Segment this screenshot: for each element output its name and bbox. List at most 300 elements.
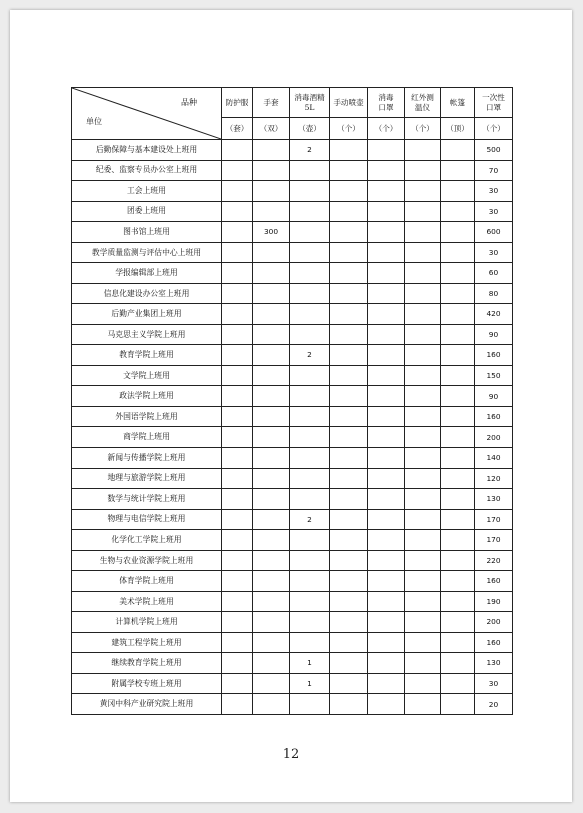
table-header <box>72 88 513 140</box>
table-row <box>72 489 513 510</box>
column-header <box>290 88 330 118</box>
diagonal-divider <box>72 88 221 139</box>
quantity-cell <box>405 550 441 571</box>
quantity-cell <box>441 365 475 386</box>
quantity-cell <box>253 140 290 161</box>
table-body <box>72 140 513 715</box>
quantity-cell <box>405 386 441 407</box>
quantity-cell <box>222 673 253 694</box>
quantity-cell <box>290 612 330 633</box>
quantity-cell <box>368 509 405 530</box>
quantity-cell: 200 <box>475 427 513 448</box>
quantity-cell <box>441 345 475 366</box>
quantity-cell <box>368 365 405 386</box>
unit-name-cell: 新闻与传播学院上班用 <box>72 447 222 468</box>
quantity-cell <box>405 140 441 161</box>
column-header <box>475 88 513 118</box>
quantity-cell <box>405 222 441 243</box>
quantity-cell <box>290 365 330 386</box>
column-header <box>330 88 368 118</box>
table-row <box>72 201 513 222</box>
quantity-cell <box>405 427 441 448</box>
quantity-cell <box>405 694 441 715</box>
unit-name-cell: 建筑工程学院上班用 <box>72 632 222 653</box>
column-unit: （壶） <box>290 118 330 140</box>
unit-name-cell: 纪委、监察专员办公室上班用 <box>72 160 222 181</box>
column-unit: （双） <box>253 118 290 140</box>
quantity-cell <box>253 509 290 530</box>
table-row <box>72 447 513 468</box>
quantity-cell <box>330 365 368 386</box>
unit-name-cell: 后勤产业集团上班用 <box>72 304 222 325</box>
quantity-cell <box>330 181 368 202</box>
table-row <box>72 324 513 345</box>
unit-name-cell: 物理与电信学院上班用 <box>72 509 222 530</box>
unit-name-cell: 美术学院上班用 <box>72 591 222 612</box>
quantity-cell <box>290 571 330 592</box>
quantity-cell: 500 <box>475 140 513 161</box>
quantity-cell <box>368 489 405 510</box>
quantity-cell <box>290 181 330 202</box>
quantity-cell: 80 <box>475 283 513 304</box>
quantity-cell <box>290 489 330 510</box>
column-header-label: 消毒 <box>378 93 394 103</box>
quantity-cell <box>222 406 253 427</box>
quantity-cell <box>441 632 475 653</box>
column-header <box>253 88 290 118</box>
quantity-cell <box>253 653 290 674</box>
quantity-cell <box>330 468 368 489</box>
quantity-cell <box>405 160 441 181</box>
table-row <box>72 632 513 653</box>
quantity-cell <box>290 324 330 345</box>
quantity-cell <box>405 571 441 592</box>
quantity-cell <box>290 591 330 612</box>
quantity-cell <box>253 283 290 304</box>
column-header-label: 5L <box>304 102 315 112</box>
quantity-cell <box>253 571 290 592</box>
quantity-cell: 170 <box>475 509 513 530</box>
quantity-cell <box>330 571 368 592</box>
quantity-cell <box>222 365 253 386</box>
table-row <box>72 386 513 407</box>
quantity-cell <box>330 283 368 304</box>
quantity-cell: 190 <box>475 591 513 612</box>
quantity-cell <box>441 550 475 571</box>
quantity-cell <box>368 550 405 571</box>
table-row <box>72 263 513 284</box>
column-header <box>441 88 475 118</box>
quantity-cell <box>253 468 290 489</box>
column-header-label: 手套 <box>263 97 279 107</box>
table-row <box>72 181 513 202</box>
column-header-label: 口罩 <box>485 102 502 112</box>
table-row <box>72 591 513 612</box>
quantity-cell <box>222 591 253 612</box>
quantity-cell <box>368 653 405 674</box>
quantity-cell <box>253 632 290 653</box>
quantity-cell: 140 <box>475 447 513 468</box>
quantity-cell <box>222 263 253 284</box>
quantity-cell: 20 <box>475 694 513 715</box>
quantity-cell <box>330 160 368 181</box>
quantity-cell: 70 <box>475 160 513 181</box>
quantity-cell <box>330 427 368 448</box>
column-unit: （个） <box>475 118 513 140</box>
quantity-cell: 600 <box>475 222 513 243</box>
quantity-cell <box>368 406 405 427</box>
unit-name-cell: 计算机学院上班用 <box>72 612 222 633</box>
quantity-cell <box>330 489 368 510</box>
quantity-cell <box>405 283 441 304</box>
quantity-cell <box>253 489 290 510</box>
quantity-cell <box>368 530 405 551</box>
column-header <box>222 88 253 118</box>
quantity-cell <box>253 201 290 222</box>
quantity-cell <box>290 468 330 489</box>
table-row <box>72 468 513 489</box>
quantity-cell <box>441 489 475 510</box>
quantity-cell <box>441 160 475 181</box>
quantity-cell <box>253 324 290 345</box>
quantity-cell <box>330 386 368 407</box>
quantity-cell <box>222 386 253 407</box>
quantity-cell <box>330 653 368 674</box>
quantity-cell: 120 <box>475 468 513 489</box>
quantity-cell <box>253 181 290 202</box>
unit-name-cell: 团委上班用 <box>72 201 222 222</box>
quantity-cell <box>441 509 475 530</box>
quantity-cell <box>368 612 405 633</box>
column-header <box>405 88 441 118</box>
quantity-cell <box>222 468 253 489</box>
unit-name-cell: 商学院上班用 <box>72 427 222 448</box>
quantity-cell <box>290 632 330 653</box>
corner-label-item: 品种 <box>181 98 197 107</box>
quantity-cell <box>441 673 475 694</box>
column-unit: （顶） <box>441 118 475 140</box>
quantity-cell: 2 <box>290 345 330 366</box>
quantity-cell <box>222 632 253 653</box>
quantity-cell <box>330 201 368 222</box>
quantity-cell <box>222 612 253 633</box>
quantity-cell <box>330 140 368 161</box>
quantity-cell: 30 <box>475 181 513 202</box>
quantity-cell <box>441 263 475 284</box>
quantity-cell <box>330 324 368 345</box>
quantity-cell <box>330 591 368 612</box>
quantity-cell <box>368 427 405 448</box>
quantity-cell <box>253 447 290 468</box>
column-header-label: 红外测 <box>411 93 434 103</box>
quantity-cell <box>253 673 290 694</box>
quantity-cell: 130 <box>475 653 513 674</box>
quantity-cell <box>441 612 475 633</box>
table-row <box>72 283 513 304</box>
unit-name-cell: 体育学院上班用 <box>72 571 222 592</box>
quantity-cell <box>441 694 475 715</box>
quantity-cell <box>253 304 290 325</box>
quantity-cell <box>330 447 368 468</box>
quantity-cell <box>290 447 330 468</box>
quantity-cell <box>222 653 253 674</box>
unit-name-cell: 教学质量监测与评估中心上班用 <box>72 242 222 263</box>
quantity-cell <box>368 263 405 284</box>
unit-name-cell: 生物与农业资源学院上班用 <box>72 550 222 571</box>
unit-name-cell: 信息化建设办公室上班用 <box>72 283 222 304</box>
unit-name-cell: 图书馆上班用 <box>72 222 222 243</box>
table-row <box>72 304 513 325</box>
quantity-cell <box>368 345 405 366</box>
column-unit: （个） <box>368 118 405 140</box>
quantity-cell <box>441 468 475 489</box>
column-header-label: 温仪 <box>414 102 431 112</box>
column-header-label: 防护服 <box>225 97 249 107</box>
unit-name-cell: 文学院上班用 <box>72 365 222 386</box>
quantity-cell <box>368 632 405 653</box>
quantity-cell <box>405 201 441 222</box>
quantity-cell <box>405 530 441 551</box>
quantity-cell <box>222 283 253 304</box>
quantity-cell <box>441 427 475 448</box>
quantity-cell <box>368 242 405 263</box>
quantity-cell <box>368 181 405 202</box>
quantity-cell <box>253 591 290 612</box>
quantity-cell <box>330 632 368 653</box>
quantity-cell <box>222 489 253 510</box>
unit-name-cell: 学报编辑部上班用 <box>72 263 222 284</box>
quantity-cell: 130 <box>475 489 513 510</box>
quantity-cell <box>290 201 330 222</box>
quantity-cell <box>290 222 330 243</box>
quantity-cell <box>222 427 253 448</box>
column-header-label: 消毒酒精 <box>294 93 325 103</box>
quantity-cell <box>368 468 405 489</box>
table-row <box>72 550 513 571</box>
quantity-cell: 420 <box>475 304 513 325</box>
unit-name-cell: 工会上班用 <box>72 181 222 202</box>
quantity-cell <box>290 386 330 407</box>
quantity-cell: 160 <box>475 571 513 592</box>
quantity-cell <box>222 140 253 161</box>
quantity-cell <box>405 509 441 530</box>
quantity-cell <box>222 242 253 263</box>
quantity-cell <box>368 201 405 222</box>
quantity-cell <box>290 283 330 304</box>
column-header-label: 一次性 <box>482 93 505 103</box>
quantity-cell <box>222 447 253 468</box>
column-header <box>368 88 405 118</box>
quantity-cell <box>330 304 368 325</box>
quantity-cell <box>368 694 405 715</box>
quantity-cell: 90 <box>475 324 513 345</box>
quantity-cell <box>290 160 330 181</box>
quantity-cell <box>330 509 368 530</box>
quantity-cell: 160 <box>475 345 513 366</box>
unit-name-cell: 继续教育学院上班用 <box>72 653 222 674</box>
unit-name-cell: 数学与统计学院上班用 <box>72 489 222 510</box>
quantity-cell <box>222 571 253 592</box>
supply-table <box>71 87 513 715</box>
quantity-cell <box>405 324 441 345</box>
corner-label-unit: 单位 <box>86 117 102 126</box>
quantity-cell: 220 <box>475 550 513 571</box>
table-row <box>72 509 513 530</box>
quantity-cell <box>330 263 368 284</box>
quantity-cell <box>441 324 475 345</box>
quantity-cell <box>405 673 441 694</box>
quantity-cell <box>441 242 475 263</box>
quantity-cell <box>405 406 441 427</box>
quantity-cell: 1 <box>290 673 330 694</box>
quantity-cell <box>405 242 441 263</box>
quantity-cell <box>405 653 441 674</box>
quantity-cell <box>368 160 405 181</box>
quantity-cell <box>405 591 441 612</box>
quantity-cell: 90 <box>475 386 513 407</box>
column-header-label: 帐篷 <box>449 97 466 107</box>
quantity-cell: 30 <box>475 201 513 222</box>
unit-name-cell: 外国语学院上班用 <box>72 406 222 427</box>
quantity-cell: 30 <box>475 242 513 263</box>
quantity-cell <box>405 468 441 489</box>
table-row <box>72 694 513 715</box>
table-row <box>72 406 513 427</box>
column-unit: （套） <box>222 118 253 140</box>
table-row <box>72 242 513 263</box>
table-row <box>72 345 513 366</box>
quantity-cell <box>290 550 330 571</box>
quantity-cell <box>330 550 368 571</box>
quantity-cell: 2 <box>290 140 330 161</box>
quantity-cell: 300 <box>253 222 290 243</box>
quantity-cell <box>368 304 405 325</box>
quantity-cell: 2 <box>290 509 330 530</box>
quantity-cell <box>222 345 253 366</box>
quantity-cell <box>441 406 475 427</box>
quantity-cell <box>290 263 330 284</box>
quantity-cell <box>290 694 330 715</box>
quantity-cell <box>330 222 368 243</box>
quantity-cell <box>441 140 475 161</box>
quantity-cell <box>222 181 253 202</box>
quantity-cell <box>441 181 475 202</box>
quantity-cell <box>222 509 253 530</box>
quantity-cell <box>441 530 475 551</box>
quantity-cell <box>253 406 290 427</box>
unit-name-cell: 后勤保障与基本建设处上班用 <box>72 140 222 161</box>
quantity-cell <box>441 591 475 612</box>
quantity-cell <box>405 345 441 366</box>
quantity-cell <box>253 530 290 551</box>
quantity-cell <box>368 571 405 592</box>
quantity-cell: 200 <box>475 612 513 633</box>
quantity-cell <box>441 386 475 407</box>
quantity-cell: 160 <box>475 632 513 653</box>
unit-name-cell: 马克思主义学院上班用 <box>72 324 222 345</box>
quantity-cell <box>405 304 441 325</box>
table-row <box>72 571 513 592</box>
quantity-cell <box>290 427 330 448</box>
quantity-cell <box>222 304 253 325</box>
quantity-cell <box>330 345 368 366</box>
quantity-cell <box>405 632 441 653</box>
document-page <box>10 10 572 802</box>
unit-name-cell: 教育学院上班用 <box>72 345 222 366</box>
quantity-cell <box>441 304 475 325</box>
quantity-cell <box>368 673 405 694</box>
quantity-cell <box>222 201 253 222</box>
quantity-cell <box>368 283 405 304</box>
quantity-cell <box>330 612 368 633</box>
quantity-cell <box>368 140 405 161</box>
quantity-cell <box>330 530 368 551</box>
quantity-cell <box>222 160 253 181</box>
quantity-cell <box>368 324 405 345</box>
quantity-cell <box>253 427 290 448</box>
quantity-cell <box>368 447 405 468</box>
quantity-cell <box>441 447 475 468</box>
table-row <box>72 612 513 633</box>
quantity-cell <box>441 222 475 243</box>
unit-name-cell: 化学化工学院上班用 <box>72 530 222 551</box>
quantity-cell: 150 <box>475 365 513 386</box>
quantity-cell <box>290 530 330 551</box>
quantity-cell <box>441 653 475 674</box>
quantity-cell <box>405 489 441 510</box>
column-header-label: 手动喷壶 <box>333 97 364 107</box>
quantity-cell: 60 <box>475 263 513 284</box>
quantity-cell <box>368 591 405 612</box>
quantity-cell <box>253 160 290 181</box>
quantity-cell <box>330 242 368 263</box>
unit-name-cell: 地理与旅游学院上班用 <box>72 468 222 489</box>
quantity-cell <box>368 386 405 407</box>
column-unit: （个） <box>330 118 368 140</box>
quantity-cell <box>441 283 475 304</box>
quantity-cell <box>290 304 330 325</box>
quantity-cell <box>253 694 290 715</box>
quantity-cell <box>290 242 330 263</box>
corner-header-cell <box>72 88 222 140</box>
quantity-cell <box>330 673 368 694</box>
page-number: 12 <box>282 747 300 762</box>
quantity-cell <box>441 201 475 222</box>
quantity-cell <box>330 694 368 715</box>
table-row <box>72 427 513 448</box>
unit-name-cell: 附属学校专班上班用 <box>72 673 222 694</box>
unit-name-cell: 政法学院上班用 <box>72 386 222 407</box>
quantity-cell: 170 <box>475 530 513 551</box>
quantity-cell <box>405 365 441 386</box>
quantity-cell <box>368 222 405 243</box>
quantity-cell <box>441 571 475 592</box>
quantity-cell <box>253 386 290 407</box>
quantity-cell <box>253 345 290 366</box>
quantity-cell <box>290 406 330 427</box>
table-row <box>72 673 513 694</box>
table-row <box>72 140 513 161</box>
quantity-cell <box>405 447 441 468</box>
column-header-label: 口罩 <box>378 102 394 112</box>
quantity-cell <box>405 263 441 284</box>
table-row <box>72 530 513 551</box>
quantity-cell <box>405 612 441 633</box>
quantity-cell: 1 <box>290 653 330 674</box>
quantity-cell <box>253 612 290 633</box>
quantity-cell: 30 <box>475 673 513 694</box>
quantity-cell <box>405 181 441 202</box>
